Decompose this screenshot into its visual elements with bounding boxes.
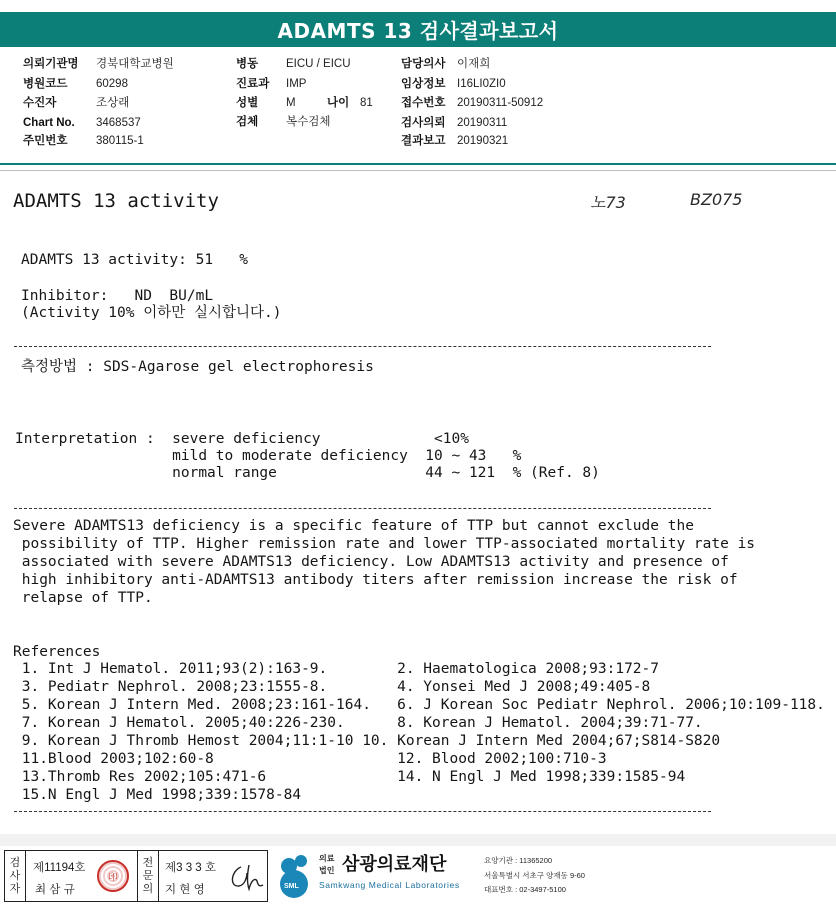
info-label: 결과보고	[401, 135, 446, 147]
role-char: 검	[9, 856, 21, 869]
role-label-examiner	[5, 851, 26, 901]
signature-icon	[227, 861, 265, 893]
reference-line: 13.Thromb Res 2002;105:471-6 14. N Engl J Med 1998;339:1585-94	[13, 769, 686, 785]
info-label: Chart No.	[23, 117, 75, 129]
logo-small-text: 의료	[319, 854, 335, 863]
comment-line: Severe ADAMTS13 deficiency is a specific feature of TTP but cannot exclude the	[13, 518, 694, 534]
seal-stamp-icon: 印	[97, 860, 129, 892]
info-value: 81	[360, 97, 373, 109]
info-label: 검체	[236, 116, 259, 128]
result-title: ADAMTS 13 activity	[13, 190, 219, 212]
comment-line: relapse of TTP.	[13, 590, 153, 606]
info-label: 의뢰기관명	[23, 58, 79, 70]
dashed-divider	[14, 811, 711, 812]
info-value: 복수검체	[286, 116, 331, 128]
info-value: 경북대학교병원	[96, 58, 174, 70]
info-value: 20190311-50912	[457, 97, 544, 109]
comment-line: possibility of TTP. Higher remission rate and lower TTP-associated mortality rate is	[13, 536, 756, 552]
role-char: 사	[9, 869, 21, 882]
contact-line: 요양기관 : 11365200	[484, 856, 553, 865]
interpretation-line: normal range 44 ~ 121 % (Ref. 8)	[15, 465, 600, 481]
reference-line: 1. Int J Hematol. 2011;93(2):163-9. 2. Haematologica 2008;93:172-7	[13, 661, 660, 677]
report-title: ADAMTS 13 검사결과보고서	[277, 19, 559, 43]
comment-line: associated with severe ADAMTS13 deficiency. Low ADAMTS13 activity and presence of	[13, 554, 729, 570]
references-title: References	[13, 644, 101, 660]
role-label-specialist	[137, 851, 159, 901]
logo-korean-name: 삼광의료재단	[342, 854, 447, 874]
comment-line: high inhibitory anti-ADAMTS13 antibody titers after remission increase the risk of	[13, 572, 738, 588]
examiner-license: 제11194호	[33, 862, 86, 874]
info-label: 진료과	[236, 78, 270, 90]
info-value: 20190311	[457, 117, 508, 129]
inhibitor-result: Inhibitor: ND BU/mL	[21, 288, 214, 304]
info-label: 병동	[236, 58, 259, 70]
reference-line: 7. Korean J Hematol. 2005;40:226-230. 8. Korean J Hematol. 2004;39:71-77.	[13, 715, 703, 731]
interpretation-line: Interpretation : severe deficiency <10%	[15, 431, 469, 447]
handwritten-note: 노73	[590, 193, 626, 212]
logo-small-text: 법인	[319, 866, 335, 875]
specialist-license: 제3 3 3 호	[165, 862, 216, 874]
info-value: 20190321	[457, 135, 509, 147]
info-value: 이재희	[457, 58, 491, 70]
info-label: 병원코드	[23, 78, 68, 90]
role-char: 자	[9, 882, 21, 895]
report-body	[0, 170, 836, 831]
examiner-name: 최 삼 규	[35, 884, 75, 896]
info-value: 조상래	[96, 97, 130, 109]
patient-info-section	[0, 47, 836, 165]
info-label: 수진자	[23, 97, 57, 109]
reference-line: 3. Pediatr Nephrol. 2008;23:1555-8. 4. Yonsei Med J 2008;49:405-8	[13, 679, 651, 695]
info-label: 주민번호	[23, 135, 68, 147]
info-label: 나이	[327, 97, 350, 109]
reference-line: 5. Korean J Intern Med. 2008;23:161-164. 6. J Korean Soc Pediatr Nephrol. 2006;10:109-118.	[13, 697, 825, 713]
inhibitor-note: (Activity 10% 이하만 실시합니다.)	[21, 305, 282, 321]
info-value: 3468537	[96, 117, 141, 129]
logo-badge: SML	[284, 883, 299, 890]
contact-line: 대표번호 : 02-3497-5100	[484, 885, 566, 894]
signature-box	[4, 850, 268, 902]
info-label: 임상정보	[401, 78, 446, 90]
dashed-divider	[14, 346, 711, 347]
info-value: 60298	[96, 78, 128, 90]
info-value: 380115-1	[96, 135, 144, 147]
dashed-divider	[14, 508, 711, 509]
footer-separator	[0, 834, 836, 846]
info-value: M	[286, 97, 296, 109]
info-value: EICU / EICU	[286, 58, 351, 70]
reference-line: 15.N Engl J Med 1998;339:1578-84	[13, 787, 302, 803]
logo-english-name: Samkwang Medical Laboratories	[319, 880, 460, 890]
info-label: 담당의사	[401, 58, 446, 70]
handwritten-note: BZ075	[690, 190, 743, 209]
info-value: I16LI0ZI0	[457, 78, 506, 90]
report-header-bar	[0, 12, 836, 47]
info-label: 검사의뢰	[401, 117, 446, 129]
info-label: 접수번호	[401, 97, 446, 109]
info-label: 성별	[236, 97, 259, 109]
role-char: 문	[142, 869, 154, 882]
sml-logo-icon	[272, 850, 318, 900]
specialist-name: 지 현 영	[165, 884, 205, 896]
role-char: 의	[142, 882, 154, 895]
activity-result: ADAMTS 13 activity: 51 %	[21, 252, 248, 268]
reference-line: 9. Korean J Thromb Hemost 2004;11:1-10 10. Korean J Intern Med 2004;67;S814-S820	[13, 733, 721, 749]
method: 측정방법 : SDS-Agarose gel electrophoresis	[21, 359, 374, 375]
contact-line: 서울특별시 서초구 양재동 9-60	[484, 871, 585, 880]
role-char: 전	[142, 856, 154, 869]
info-value: IMP	[286, 78, 307, 90]
institution-logo	[272, 850, 832, 902]
reference-line: 11.Blood 2003;102:60-8 12. Blood 2002;100:710-3	[13, 751, 607, 767]
interpretation-line: mild to moderate deficiency 10 ~ 43 %	[15, 448, 522, 464]
